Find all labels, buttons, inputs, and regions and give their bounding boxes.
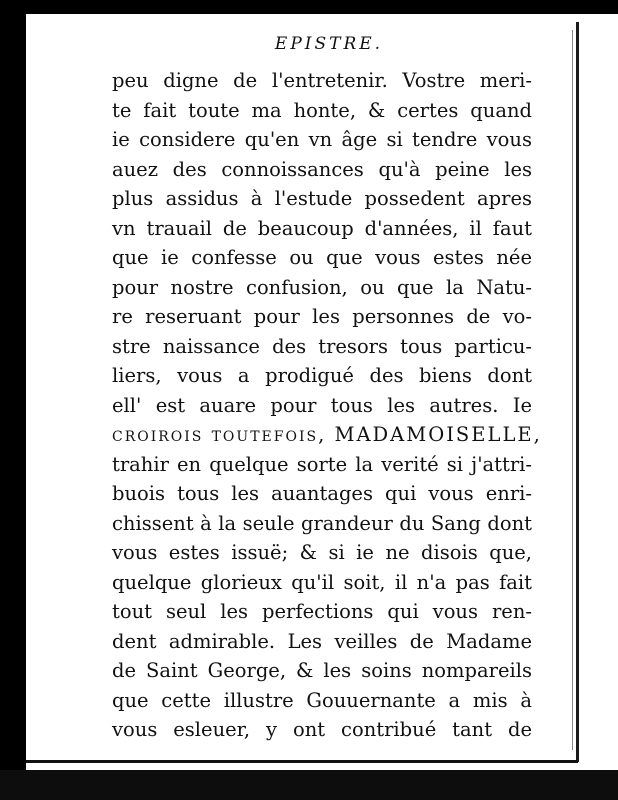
text-line: que cette illustre Gouuernante a mis à xyxy=(112,688,532,712)
text-line: peu digne de l'entretenir. Vostre meri- xyxy=(112,69,532,92)
text-line: tout seul les perfections qui vous ren- xyxy=(112,600,532,623)
text-line: plus assidus à l'estude possedent apres xyxy=(112,187,532,210)
running-head: EPISTRE. xyxy=(274,34,384,54)
text-line: croirois toutefois, MADAMOISELLE, xyxy=(112,423,542,446)
text-line: de Saint George, & les soins nompareils xyxy=(112,659,532,682)
text-line: re reseruant pour les personnes de vo- xyxy=(112,305,532,328)
page-edge-right xyxy=(576,22,579,762)
text-line: vous estes issuë; & si ie ne disois que, xyxy=(112,541,532,564)
text-line: que ie confesse ou que vous estes née xyxy=(112,246,532,269)
text-line: vous esleuer, y ont contribué tant de xyxy=(112,718,532,741)
scan-border-bottom xyxy=(0,770,618,800)
text-line: pour nostre confusion, ou que la Natu- xyxy=(112,275,532,299)
text-line: chissent à la seule grandeur du Sang dont xyxy=(112,511,532,535)
text-line: quelque glorieux qu'il soit, il n'a pas fait xyxy=(112,570,532,594)
text-line: vn trauail de beaucoup d'années, il faut xyxy=(112,216,532,240)
text-line: ell' est auare pour tous les autres. Ie xyxy=(112,393,532,417)
scan-border-left xyxy=(0,0,26,800)
text-line: te fait toute ma honte, & certes quand xyxy=(112,98,532,122)
body-text xyxy=(112,66,542,745)
scan-border-top xyxy=(0,0,618,14)
text-line: dent admirable. Les veilles de Madame xyxy=(112,629,532,653)
page-edge-shadow xyxy=(572,30,573,750)
text-line: liers, vous a prodigué des biens dont xyxy=(112,364,532,387)
text-line: ie considere qu'en vn âge si tendre vous xyxy=(112,128,532,151)
text-line: stre naissance des tresors tous particu- xyxy=(112,334,532,358)
text-line: buois tous les auantages qui vous enri- xyxy=(112,482,532,505)
text-line: auez des connoissances qu'à peine les xyxy=(112,157,532,181)
book-page xyxy=(26,14,572,760)
text-line: trahir en quelque sorte la verité si j'attri- xyxy=(112,452,532,476)
page-edge-bottom xyxy=(26,760,578,763)
